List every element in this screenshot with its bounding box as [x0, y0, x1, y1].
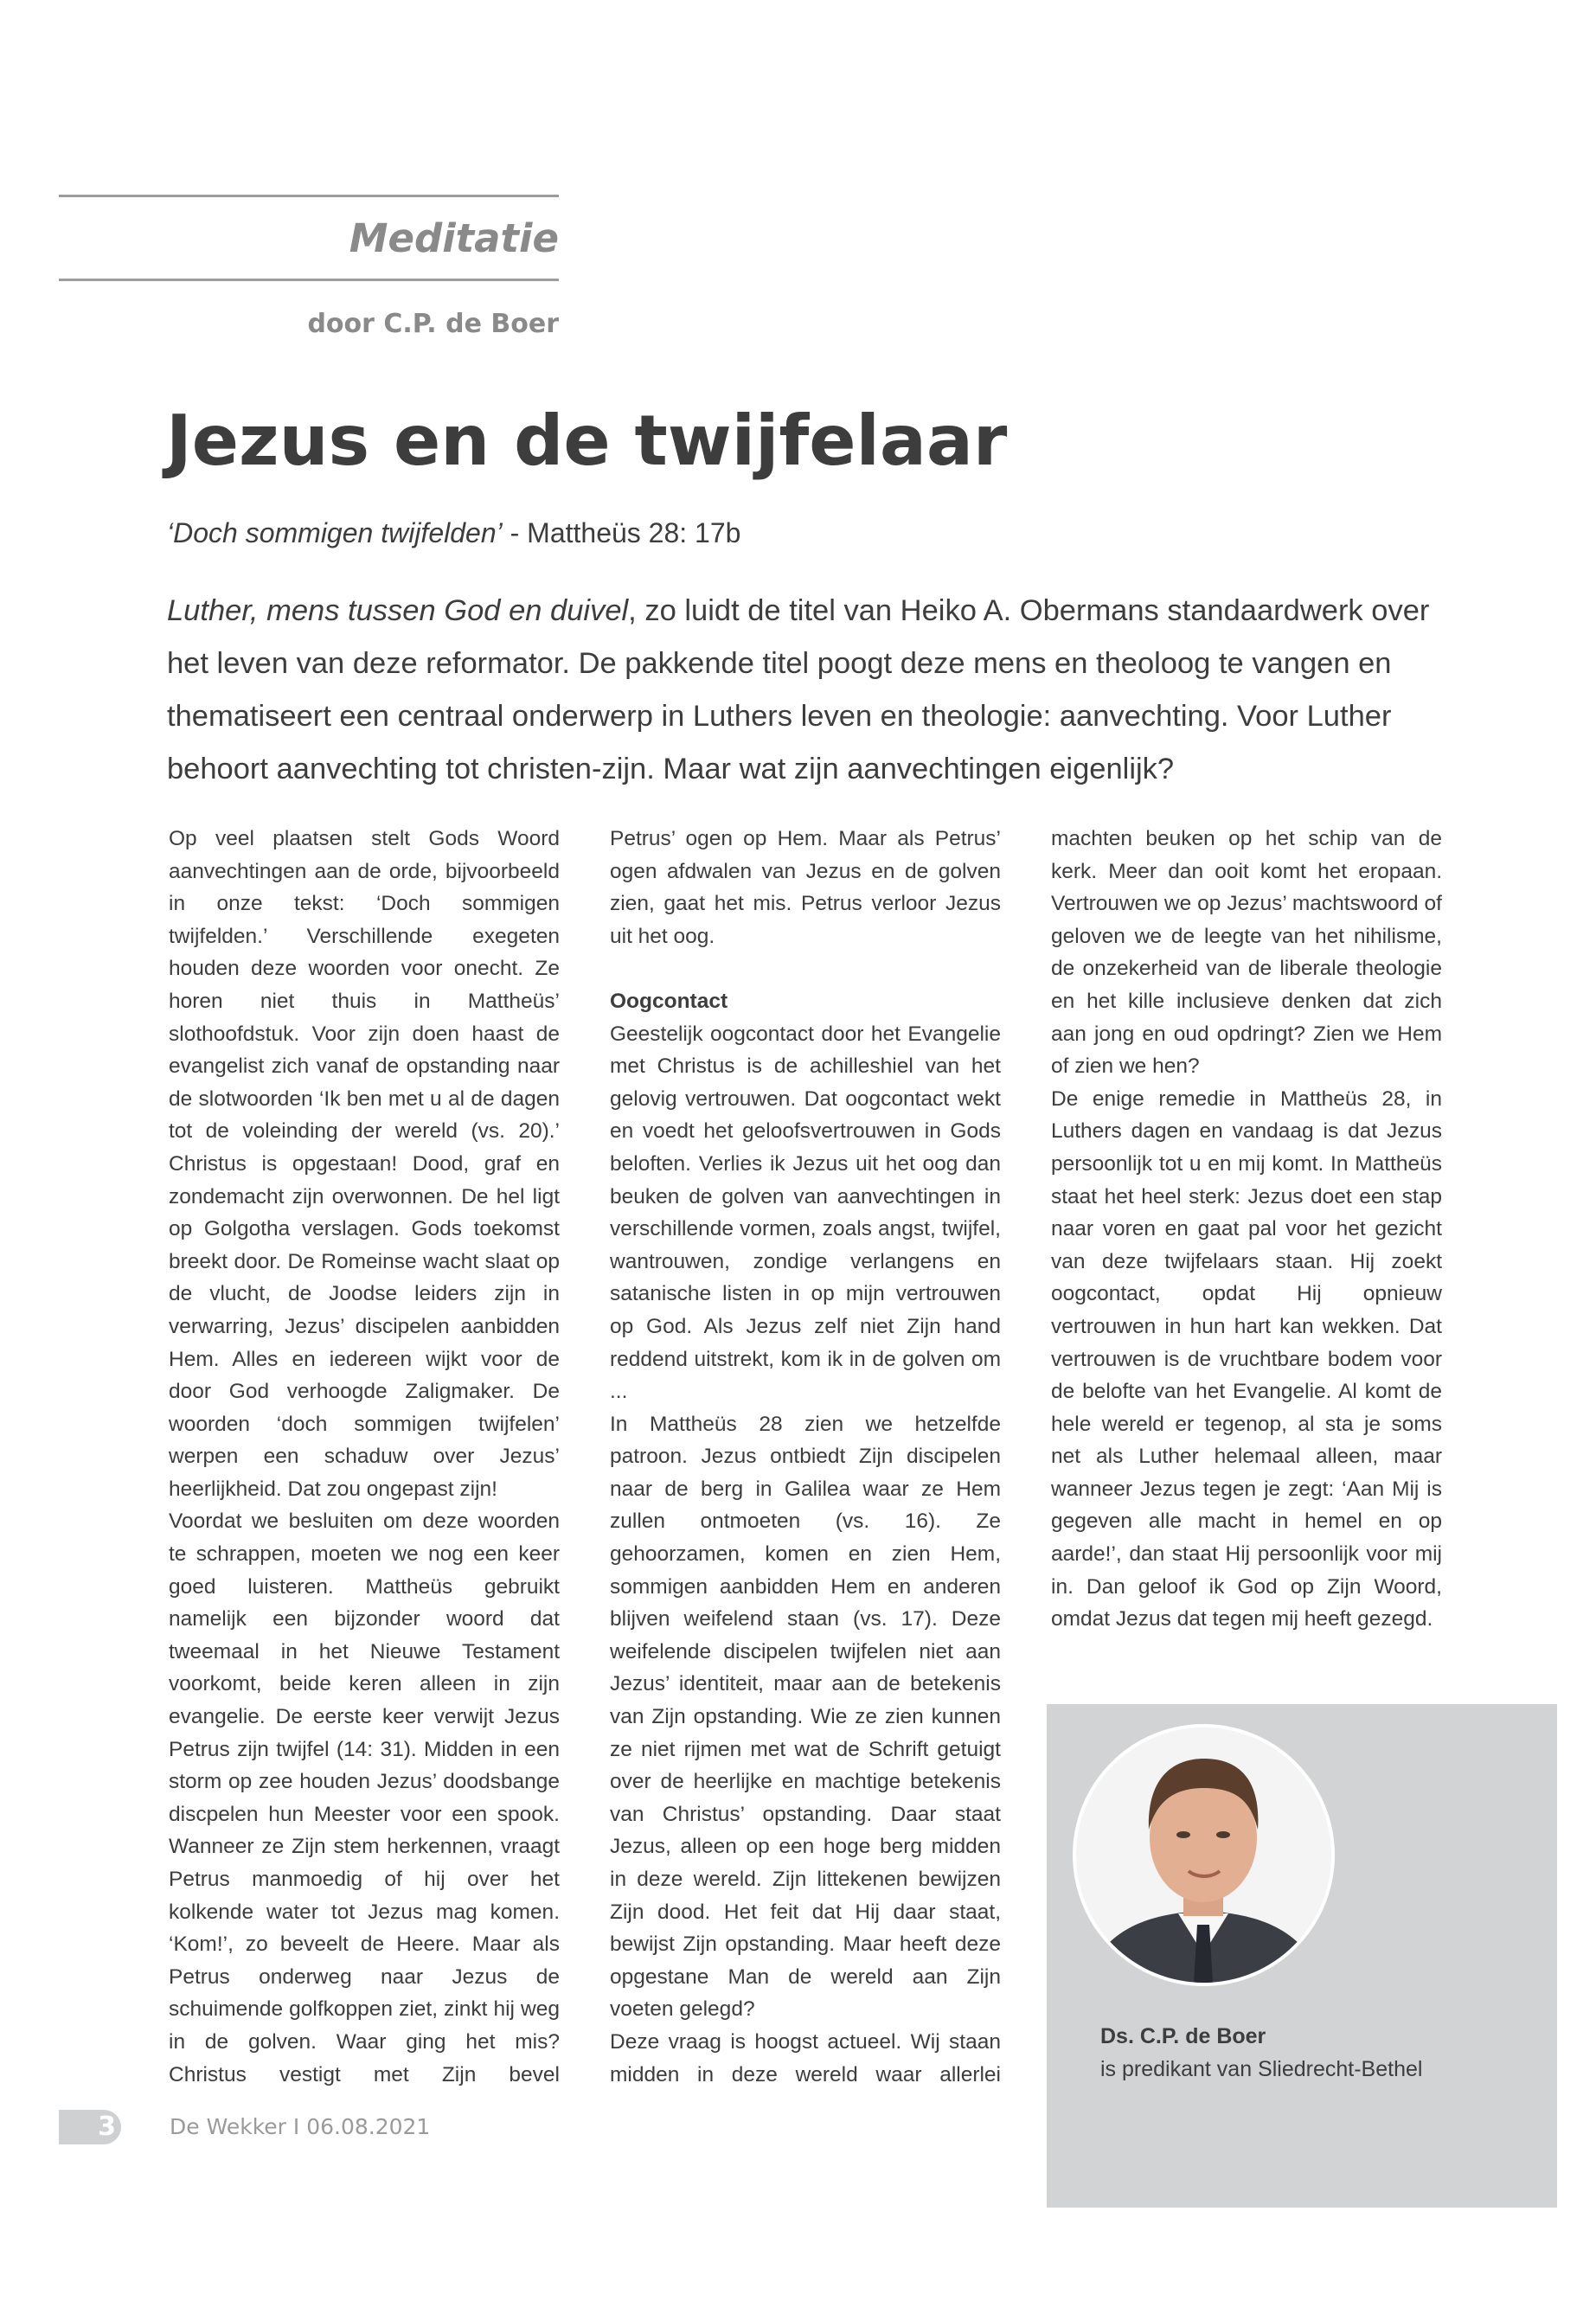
- book-title: Luther, mens tussen God en duivel: [167, 594, 629, 627]
- author-role: is predikant van Sliedrecht-Bethel: [1100, 2057, 1423, 2081]
- body-paragraph: Op veel plaatsen stelt Gods Woord aanvechtingen aan de orde, bijvoorbeeld in onze tekst: ‘Doch sommigen twijfelden.’ Verschillende exegeten houden deze woorden voor onecht. Ze horen niet thuis in Mattheüs’ slothoofdstuk. Voor zijn doen haast de evangelist zich vanaf de opstanding naar de slotwoorden ‘Ik ben met u al de dagen tot de voleinding der wereld (vs. 20).’ Christus is opgestaan! Dood, graf en zondemacht zijn overwonnen. De hel ligt op Golgotha verslagen. Gods toekomst breekt door. De Romeinse wacht slaat op de vlucht, de Joodse leiders zijn in verwarring, Jezus’ discipelen aanbidden Hem. Alles en iedereen wijkt voor de door God verhoogde Zaligmaker. De woorden ‘doch sommigen twijfelen’ werpen een schaduw over Jezus’ heerlijkheid. Dat zou ongepast zijn!: [169, 827, 560, 1501]
- top-rule: [59, 195, 559, 197]
- byline: door C.P. de Boer: [307, 309, 559, 339]
- author-portrait-image: [1076, 1727, 1331, 1983]
- section-title: Meditatie: [349, 215, 559, 261]
- body-paragraph: Voordat we besluiten om deze woorden te schrappen, moeten we nog een keer goed luisteren. Mattheüs gebruikt namelijk een bijzonder woord dat tweemaal in het Nieuwe Testament voorkomt, beide keren alleen in zijn evangelie. De eerste keer verwijt Jezus Petrus zijn twijfel (14: 31). Midden in een storm op zee houden Jezus’ doodsbange discpelen hun Meester voor een spook. Wanneer ze Zijn stem herkennen, vraagt Petrus manmoedig of hij over het kolkende water tot Jezus mag komen. ‘Kom!’, zo beveelt de Heere. Maar als Petrus onderweg naar Jezus de schuimende golfkoppen ziet, zinkt hij weg in de golven. Waar ging het mis? Christus vestigt met Zijn bevel: [169, 1509, 560, 2086]
- author-photo: [1073, 1724, 1335, 1986]
- body-paragraph: Geestelijk oogcontact door het Evangelie met Christus is de achilleshiel van het gelovig vertrouwen. Dat oogcontact wekt en voedt het geloofsvertrouwen in Gods beloften. Verlies ik Jezus uit het oog dan beuken de golven van aanvechtingen in verschillende vormen, zoals angst, twijfel, wantrouwen, zondige verlangens en satanische listen in op mijn vertrouwen op God. Als Jezus zelf niet Zijn hand reddend uitstrekt, kom ik in de golven om ...: [610, 1022, 1001, 1404]
- lead-line: behoort aanvechting tot christen-zijn. Maar wat zijn aanvechtingen eigenlijk?: [167, 753, 1175, 785]
- verse-reference: - Mattheüs 28: 17b: [502, 517, 741, 548]
- page-number: 3: [59, 2110, 121, 2144]
- body-column-2: [610, 823, 1001, 2091]
- subheading-oogcontact: Oogcontact: [610, 989, 728, 1013]
- body-paragraph: Deze vraag is hoogst actueel. Wij staan midden in deze wereld waar allerlei: [610, 2029, 1001, 2086]
- body-column-3: [1051, 823, 1442, 1636]
- lead-line: thematiseert een centraal onderwerp in Luthers leven en theologie: aanvechting. Voor Luther: [167, 700, 1392, 733]
- author-name: Ds. C.P. de Boer: [1100, 2024, 1266, 2048]
- body-paragraph: De enige remedie in Mattheüs 28, in Luthers dagen en vandaag is dat Jezus persoonlijk tot u en mij komt. In Mattheüs staat het heel sterk: Jezus doet een stap naar voren en gaat pal voor het gezicht van deze twijfelaars staan. Hij zoekt oogcontact, opdat Hij opnieuw vertrouwen in hun hart kan wekken. Dat vertrouwen is de vruchtbare bodem voor de belofte van het Evangelie. Al komt de hele wereld er tegenop, al sta je soms net als Luther helemaal alleen, maar wanneer Jezus tegen je zegt: ‘Aan Mij is gegeven alle macht in hemel en op aarde!’, dan staat Hij persoonlijk voor mij in. Dan geloof ik God op Zijn Woord, omdat Jezus dat tegen mij heeft gezegd.: [1051, 1086, 1442, 1631]
- bible-verse: [167, 515, 740, 551]
- lead-line: Luther, mens tussen God en duivel, zo luidt de titel van Heiko A. Obermans standaardwerk over: [167, 594, 1430, 627]
- lead-paragraph: [167, 585, 1439, 796]
- body-paragraph: In Mattheüs 28 zien we hetzelfde patroon. Jezus ontbiedt Zijn discipelen naar de berg in Galilea waar ze Hem zullen ontmoeten (vs. 16). Ze gehoorzamen, komen en zien Hem, sommigen aanbidden Hem en anderen blijven weifelend staan (vs. 17). Deze weifelende discipelen twijfelen niet aan Jezus’ identiteit, maar aan de betekenis van Zijn opstanding. Wie ze zien kunnen ze niet rijmen met wat de Schrift getuigt over de heerlijke en machtige betekenis van Christus’ opstanding. Daar staat Jezus, alleen op een hoge berg midden in deze wereld. Zijn littekenen bewijzen Zijn dood. Het feit dat Hij daar staat, bewijst Zijn opstanding. Maar heeft deze opgestane Man de wereld aan Zijn voeten gelegd?: [610, 1412, 1001, 2022]
- article-title: Jezus en de twijfelaar: [166, 401, 1008, 481]
- body-paragraph: machten beuken op het schip van de kerk. Meer dan ooit komt het eropaan. Vertrouwen we op Jezus’ machtswoord of geloven we de leegte van het nihilisme, de onzekerheid van de liberale theologie en het kille inclusieve denken dat zich aan jong en oud opdringt? Zien we Hem of zien we hen?: [1051, 827, 1442, 1079]
- body-paragraph: Petrus’ ogen op Hem. Maar als Petrus’ ogen afdwalen van Jezus en de golven zien, gaat het mis. Petrus verloor Jezus uit het oog.: [610, 827, 1001, 948]
- paragraph-spacer: [610, 952, 1001, 985]
- publication-footer: De Wekker I 06.08.2021: [170, 2114, 431, 2139]
- section-rule: [59, 279, 559, 281]
- lead-line: het leven van deze reformator. De pakkende titel poogt deze mens en theoloog te vangen en: [167, 647, 1392, 680]
- verse-quote: ‘Doch sommigen twijfelden’: [167, 517, 503, 548]
- body-column-1: [169, 823, 560, 2091]
